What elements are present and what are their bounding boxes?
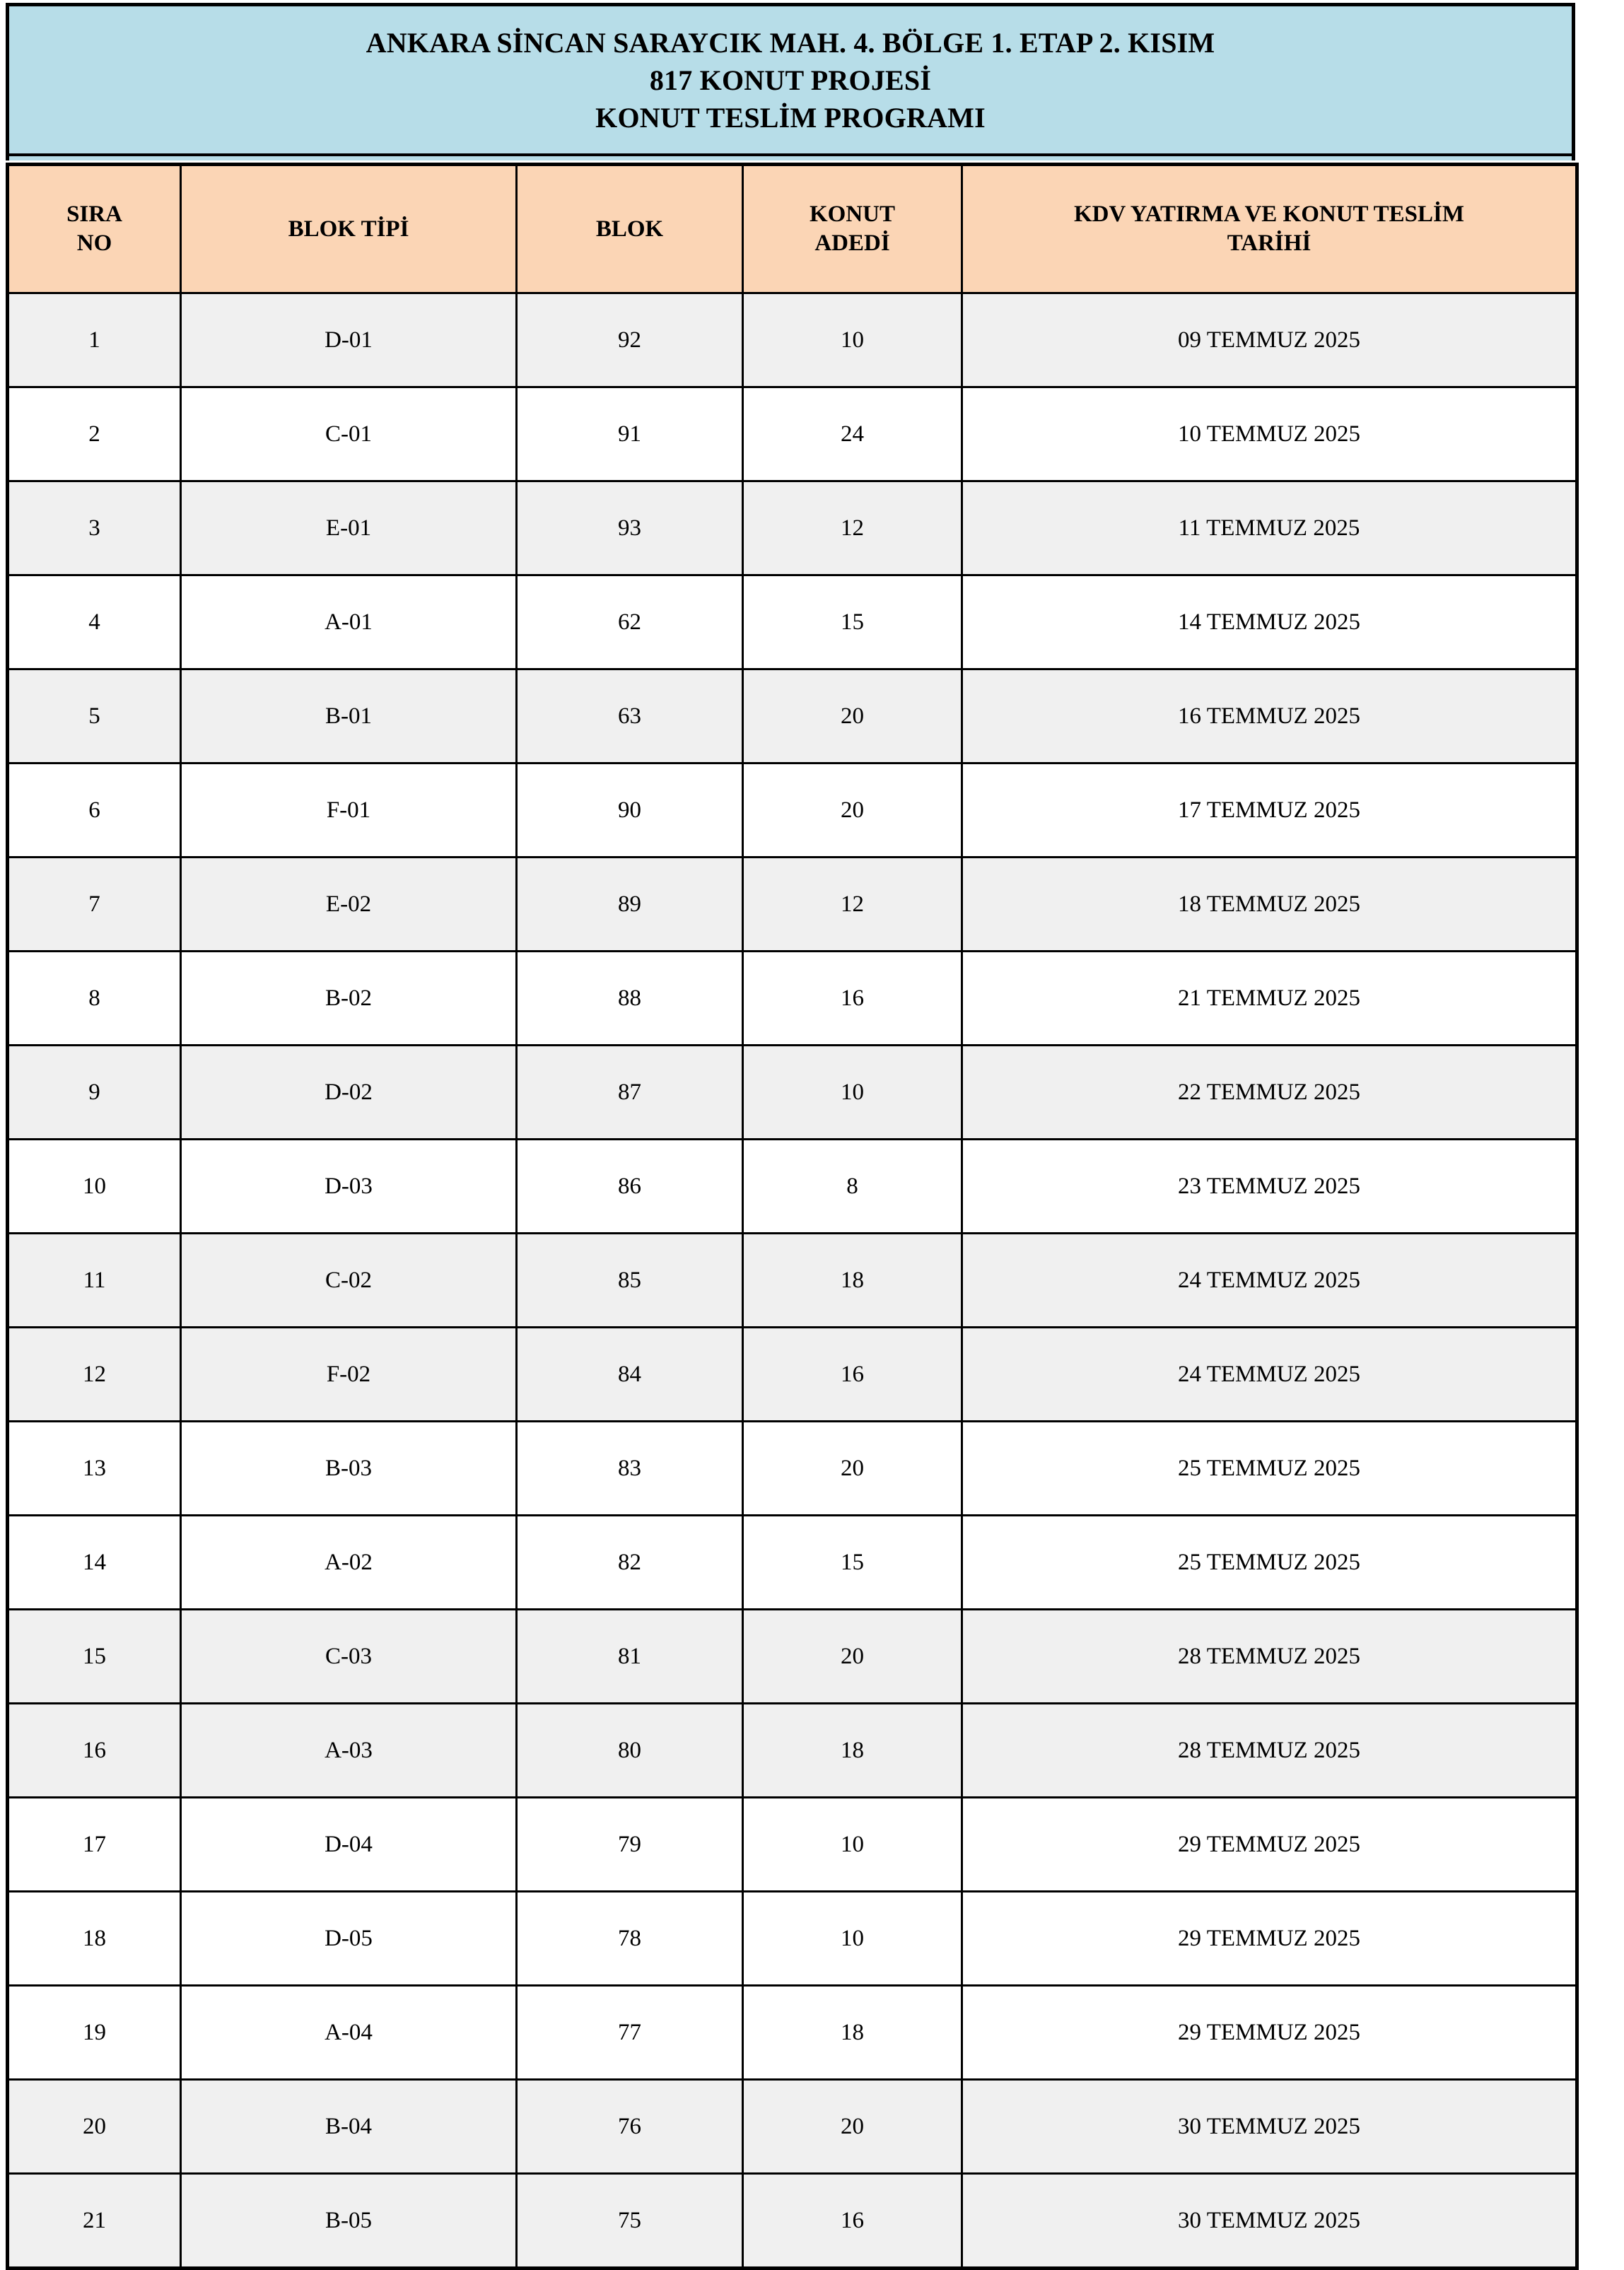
column-header-teslim-tarihi-line1: KDV YATIRMA VE KONUT TESLİM [1074, 201, 1464, 228]
cell-konut_adedi: 16 [743, 952, 962, 1046]
table-row [8, 575, 1577, 669]
table-row [8, 669, 1577, 764]
cell-konut_adedi: 16 [743, 1328, 962, 1422]
cell-sira_no: 9 [8, 1046, 181, 1140]
cell-sira_no: 7 [8, 858, 181, 952]
column-header-konut-adedi-line2: ADEDİ [814, 230, 890, 257]
cell-blok: 83 [517, 1422, 743, 1516]
cell-sira_no: 12 [8, 1328, 181, 1422]
cell-blok_tipi: C-02 [181, 1234, 517, 1328]
table-row [8, 1704, 1577, 1798]
column-header-teslim-tarihi-line2: TARİHİ [1227, 230, 1312, 257]
cell-tarih: 14 TEMMUZ 2025 [962, 575, 1577, 669]
cell-sira_no: 4 [8, 575, 181, 669]
cell-blok: 77 [517, 1986, 743, 2080]
cell-tarih: 28 TEMMUZ 2025 [962, 1704, 1577, 1798]
cell-sira_no: 3 [8, 481, 181, 575]
cell-blok_tipi: A-02 [181, 1516, 517, 1610]
cell-blok: 91 [517, 387, 743, 481]
document-title-block [6, 3, 1575, 156]
cell-konut_adedi: 10 [743, 1798, 962, 1892]
cell-sira_no: 2 [8, 387, 181, 481]
cell-blok_tipi: C-01 [181, 387, 517, 481]
table-row [8, 481, 1577, 575]
cell-blok: 80 [517, 1704, 743, 1798]
cell-blok_tipi: F-02 [181, 1328, 517, 1422]
cell-sira_no: 16 [8, 1704, 181, 1798]
cell-blok_tipi: D-01 [181, 293, 517, 387]
cell-blok: 81 [517, 1610, 743, 1704]
cell-blok_tipi: B-05 [181, 2174, 517, 2269]
table-row [8, 2080, 1577, 2174]
cell-tarih: 24 TEMMUZ 2025 [962, 1328, 1577, 1422]
column-header-sira-no [8, 165, 181, 293]
cell-blok_tipi: D-04 [181, 1798, 517, 1892]
cell-blok_tipi: D-03 [181, 1140, 517, 1234]
cell-konut_adedi: 8 [743, 1140, 962, 1234]
document-title-line-3: KONUT TESLİM PROGRAMI [595, 101, 986, 134]
table-row [8, 1046, 1577, 1140]
cell-tarih: 30 TEMMUZ 2025 [962, 2080, 1577, 2174]
cell-blok_tipi: F-01 [181, 764, 517, 858]
table-row [8, 387, 1577, 481]
cell-sira_no: 15 [8, 1610, 181, 1704]
cell-blok: 87 [517, 1046, 743, 1140]
cell-sira_no: 17 [8, 1798, 181, 1892]
cell-tarih: 11 TEMMUZ 2025 [962, 481, 1577, 575]
cell-blok: 76 [517, 2080, 743, 2174]
cell-tarih: 25 TEMMUZ 2025 [962, 1516, 1577, 1610]
table-header-row [8, 165, 1577, 293]
cell-tarih: 18 TEMMUZ 2025 [962, 858, 1577, 952]
table-row [8, 858, 1577, 952]
cell-tarih: 10 TEMMUZ 2025 [962, 387, 1577, 481]
column-header-konut-adedi [743, 165, 962, 293]
table-row [8, 293, 1577, 387]
cell-blok_tipi: E-01 [181, 481, 517, 575]
cell-sira_no: 14 [8, 1516, 181, 1610]
title-table-separator [6, 156, 1575, 160]
cell-blok_tipi: C-03 [181, 1610, 517, 1704]
cell-sira_no: 19 [8, 1986, 181, 2080]
column-header-teslim-tarihi [962, 165, 1577, 293]
cell-blok_tipi: B-04 [181, 2080, 517, 2174]
cell-tarih: 25 TEMMUZ 2025 [962, 1422, 1577, 1516]
cell-blok: 63 [517, 669, 743, 764]
cell-konut_adedi: 18 [743, 1704, 962, 1798]
cell-sira_no: 6 [8, 764, 181, 858]
cell-tarih: 24 TEMMUZ 2025 [962, 1234, 1577, 1328]
document-title-line-1: ANKARA SİNCAN SARAYCIK MAH. 4. BÖLGE 1. ETAP 2. KISIM [366, 27, 1215, 59]
cell-tarih: 09 TEMMUZ 2025 [962, 293, 1577, 387]
cell-konut_adedi: 20 [743, 1422, 962, 1516]
cell-sira_no: 13 [8, 1422, 181, 1516]
cell-konut_adedi: 16 [743, 2174, 962, 2269]
cell-tarih: 23 TEMMUZ 2025 [962, 1140, 1577, 1234]
cell-tarih: 29 TEMMUZ 2025 [962, 1892, 1577, 1986]
cell-sira_no: 21 [8, 2174, 181, 2269]
cell-konut_adedi: 20 [743, 669, 962, 764]
cell-konut_adedi: 10 [743, 1046, 962, 1140]
cell-sira_no: 8 [8, 952, 181, 1046]
cell-sira_no: 18 [8, 1892, 181, 1986]
cell-blok: 93 [517, 481, 743, 575]
cell-sira_no: 10 [8, 1140, 181, 1234]
cell-konut_adedi: 10 [743, 293, 962, 387]
document-title-line-2: 817 KONUT PROJESİ [649, 64, 932, 96]
cell-tarih: 21 TEMMUZ 2025 [962, 952, 1577, 1046]
cell-tarih: 22 TEMMUZ 2025 [962, 1046, 1577, 1140]
table-body [8, 293, 1577, 2269]
cell-tarih: 16 TEMMUZ 2025 [962, 669, 1577, 764]
cell-tarih: 17 TEMMUZ 2025 [962, 764, 1577, 858]
cell-konut_adedi: 18 [743, 1986, 962, 2080]
cell-blok: 75 [517, 2174, 743, 2269]
cell-blok_tipi: A-03 [181, 1704, 517, 1798]
table-row [8, 1328, 1577, 1422]
column-header-sira-no-line2: NO [76, 230, 112, 257]
table-row [8, 1516, 1577, 1610]
table-row [8, 764, 1577, 858]
column-header-konut-adedi-line1: KONUT [809, 201, 895, 228]
cell-blok: 78 [517, 1892, 743, 1986]
table-row [8, 952, 1577, 1046]
cell-konut_adedi: 20 [743, 2080, 962, 2174]
cell-blok_tipi: D-05 [181, 1892, 517, 1986]
cell-blok_tipi: B-02 [181, 952, 517, 1046]
cell-konut_adedi: 12 [743, 481, 962, 575]
cell-blok: 89 [517, 858, 743, 952]
cell-tarih: 30 TEMMUZ 2025 [962, 2174, 1577, 2269]
table-header [8, 165, 1577, 293]
table-row [8, 1892, 1577, 1986]
cell-tarih: 28 TEMMUZ 2025 [962, 1610, 1577, 1704]
cell-sira_no: 1 [8, 293, 181, 387]
cell-blok: 82 [517, 1516, 743, 1610]
cell-konut_adedi: 20 [743, 1610, 962, 1704]
cell-blok: 84 [517, 1328, 743, 1422]
table-row [8, 1234, 1577, 1328]
cell-blok: 88 [517, 952, 743, 1046]
cell-blok: 79 [517, 1798, 743, 1892]
table-row [8, 1986, 1577, 2080]
column-header-blok: BLOK [517, 165, 743, 293]
cell-blok_tipi: E-02 [181, 858, 517, 952]
column-header-blok-tipi: BLOK TİPİ [181, 165, 517, 293]
cell-blok: 85 [517, 1234, 743, 1328]
column-header-sira-no-line1: SIRA [66, 201, 122, 228]
cell-blok_tipi: B-01 [181, 669, 517, 764]
konut-teslim-programi-table [6, 163, 1579, 2270]
cell-konut_adedi: 15 [743, 1516, 962, 1610]
cell-konut_adedi: 12 [743, 858, 962, 952]
table-row [8, 1610, 1577, 1704]
cell-tarih: 29 TEMMUZ 2025 [962, 1798, 1577, 1892]
cell-konut_adedi: 10 [743, 1892, 962, 1986]
cell-konut_adedi: 18 [743, 1234, 962, 1328]
cell-blok: 90 [517, 764, 743, 858]
table-row [8, 1140, 1577, 1234]
cell-sira_no: 5 [8, 669, 181, 764]
cell-blok: 62 [517, 575, 743, 669]
cell-konut_adedi: 24 [743, 387, 962, 481]
cell-sira_no: 11 [8, 1234, 181, 1328]
cell-blok: 92 [517, 293, 743, 387]
cell-blok_tipi: D-02 [181, 1046, 517, 1140]
cell-tarih: 29 TEMMUZ 2025 [962, 1986, 1577, 2080]
table-row [8, 2174, 1577, 2269]
table-row [8, 1798, 1577, 1892]
table-row [8, 1422, 1577, 1516]
cell-blok_tipi: B-03 [181, 1422, 517, 1516]
cell-sira_no: 20 [8, 2080, 181, 2174]
cell-konut_adedi: 20 [743, 764, 962, 858]
cell-blok_tipi: A-01 [181, 575, 517, 669]
cell-blok: 86 [517, 1140, 743, 1234]
cell-konut_adedi: 15 [743, 575, 962, 669]
cell-blok_tipi: A-04 [181, 1986, 517, 2080]
